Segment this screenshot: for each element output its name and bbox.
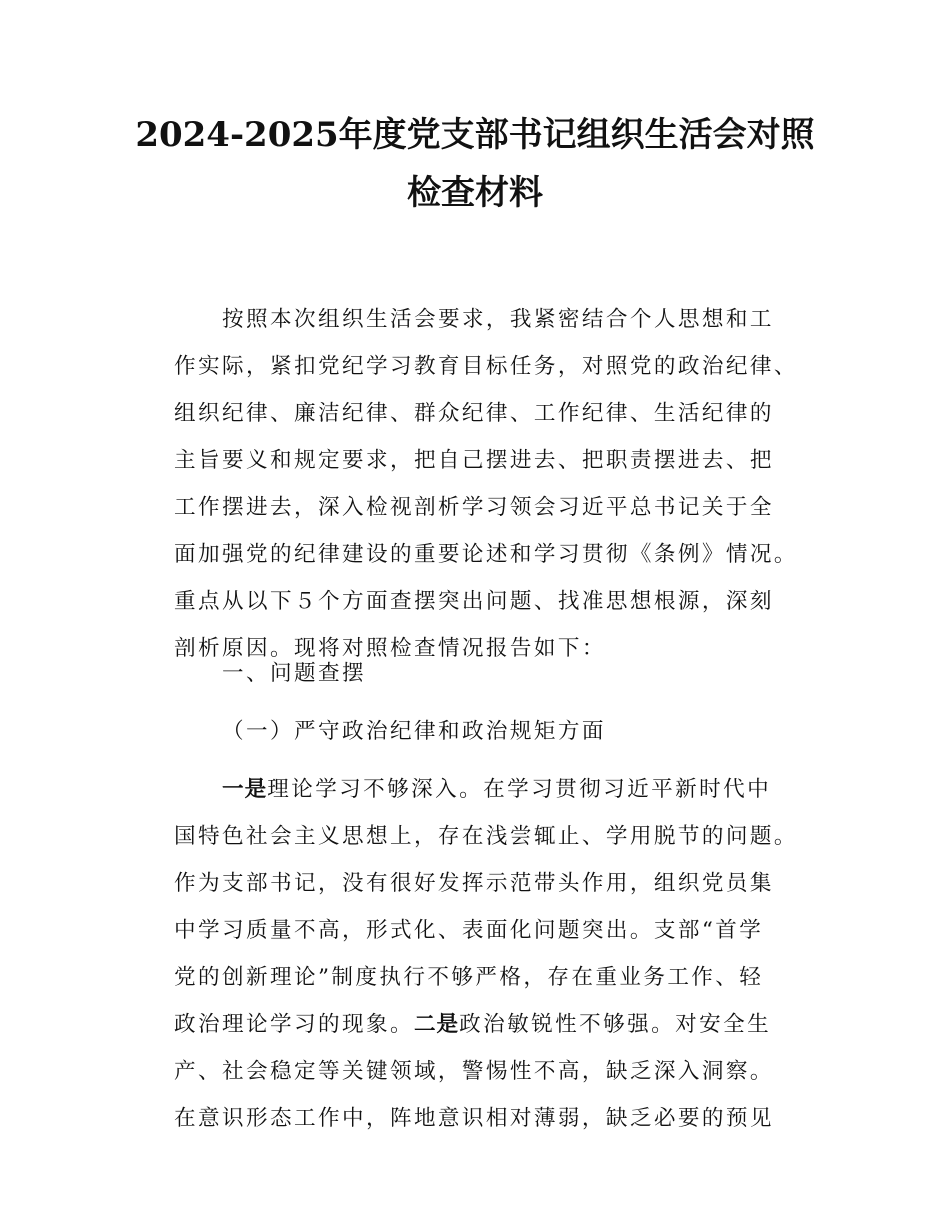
paragraph-line: 重点从以下５个方面查摆突出问题、找准思想根源，深刻 bbox=[174, 589, 774, 614]
paragraph-line bbox=[174, 1001, 814, 1048]
point-label: 一是 bbox=[222, 777, 268, 802]
paragraph-line: 作实际，紧扣党纪学习教育目标任务，对照党的政治纪律、 bbox=[174, 354, 798, 379]
document-title-line-2: 检查材料 bbox=[407, 173, 543, 213]
section-heading-block bbox=[174, 650, 814, 697]
paragraph-line: 剖析原因。现将对照检查情况报告如下： bbox=[174, 636, 606, 661]
paragraph-line: 主旨要义和规定要求，把自己摆进去、把职责摆进去、把 bbox=[174, 448, 774, 473]
subsection-heading-block bbox=[174, 708, 814, 755]
paragraph-line: 工作摆进去，深入检视剖析学习领会习近平总书记关于全 bbox=[174, 495, 774, 520]
paragraph-line: 组织纪律、廉洁纪律、群众纪律、工作纪律、生活纪律的 bbox=[174, 401, 774, 426]
paragraph-line: 国特色社会主义思想上，存在浅尝辄止、学用脱节的问题。 bbox=[174, 824, 798, 849]
intro-paragraph bbox=[174, 296, 814, 672]
paragraph-line: 中学习质量不高，形式化、表面化问题突出。支部“首学 bbox=[174, 918, 764, 943]
point-text: 理论学习不够深入。在学习贯彻习近平新时代中 bbox=[267, 777, 772, 802]
paragraph-line bbox=[174, 766, 814, 813]
point-text: 政治敏锐性不够强。对安全生 bbox=[459, 1012, 772, 1037]
paragraph-line: 党的创新理论”制度执行不够严格，存在重业务工作、轻 bbox=[174, 965, 764, 990]
point-text: 政治理论学习的现象。 bbox=[174, 1012, 414, 1037]
paragraph-line: 在意识形态工作中，阵地意识相对薄弱，缺乏必要的预见 bbox=[174, 1106, 774, 1131]
paragraph-line: 产、社会稳定等关键领域，警惕性不高，缺乏深入洞察。 bbox=[174, 1059, 774, 1084]
paragraph-line: 作为支部书记，没有很好发挥示范带头作用，组织党员集 bbox=[174, 871, 774, 896]
problem-paragraph bbox=[174, 766, 814, 1142]
section-heading: 一、问题查摆 bbox=[222, 661, 366, 686]
paragraph-line: 面加强党的纪律建设的重要论述和学习贯彻《条例》情况。 bbox=[174, 542, 798, 567]
paragraph-line: 按照本次组织生活会要求，我紧密结合个人思想和工 bbox=[222, 307, 774, 332]
point-label: 二是 bbox=[413, 1012, 460, 1037]
document-title-line-1: 2024-2025年度党支部书记组织生活会对照 bbox=[135, 115, 815, 155]
subsection-heading: （一）严守政治纪律和政治规矩方面 bbox=[222, 719, 606, 744]
